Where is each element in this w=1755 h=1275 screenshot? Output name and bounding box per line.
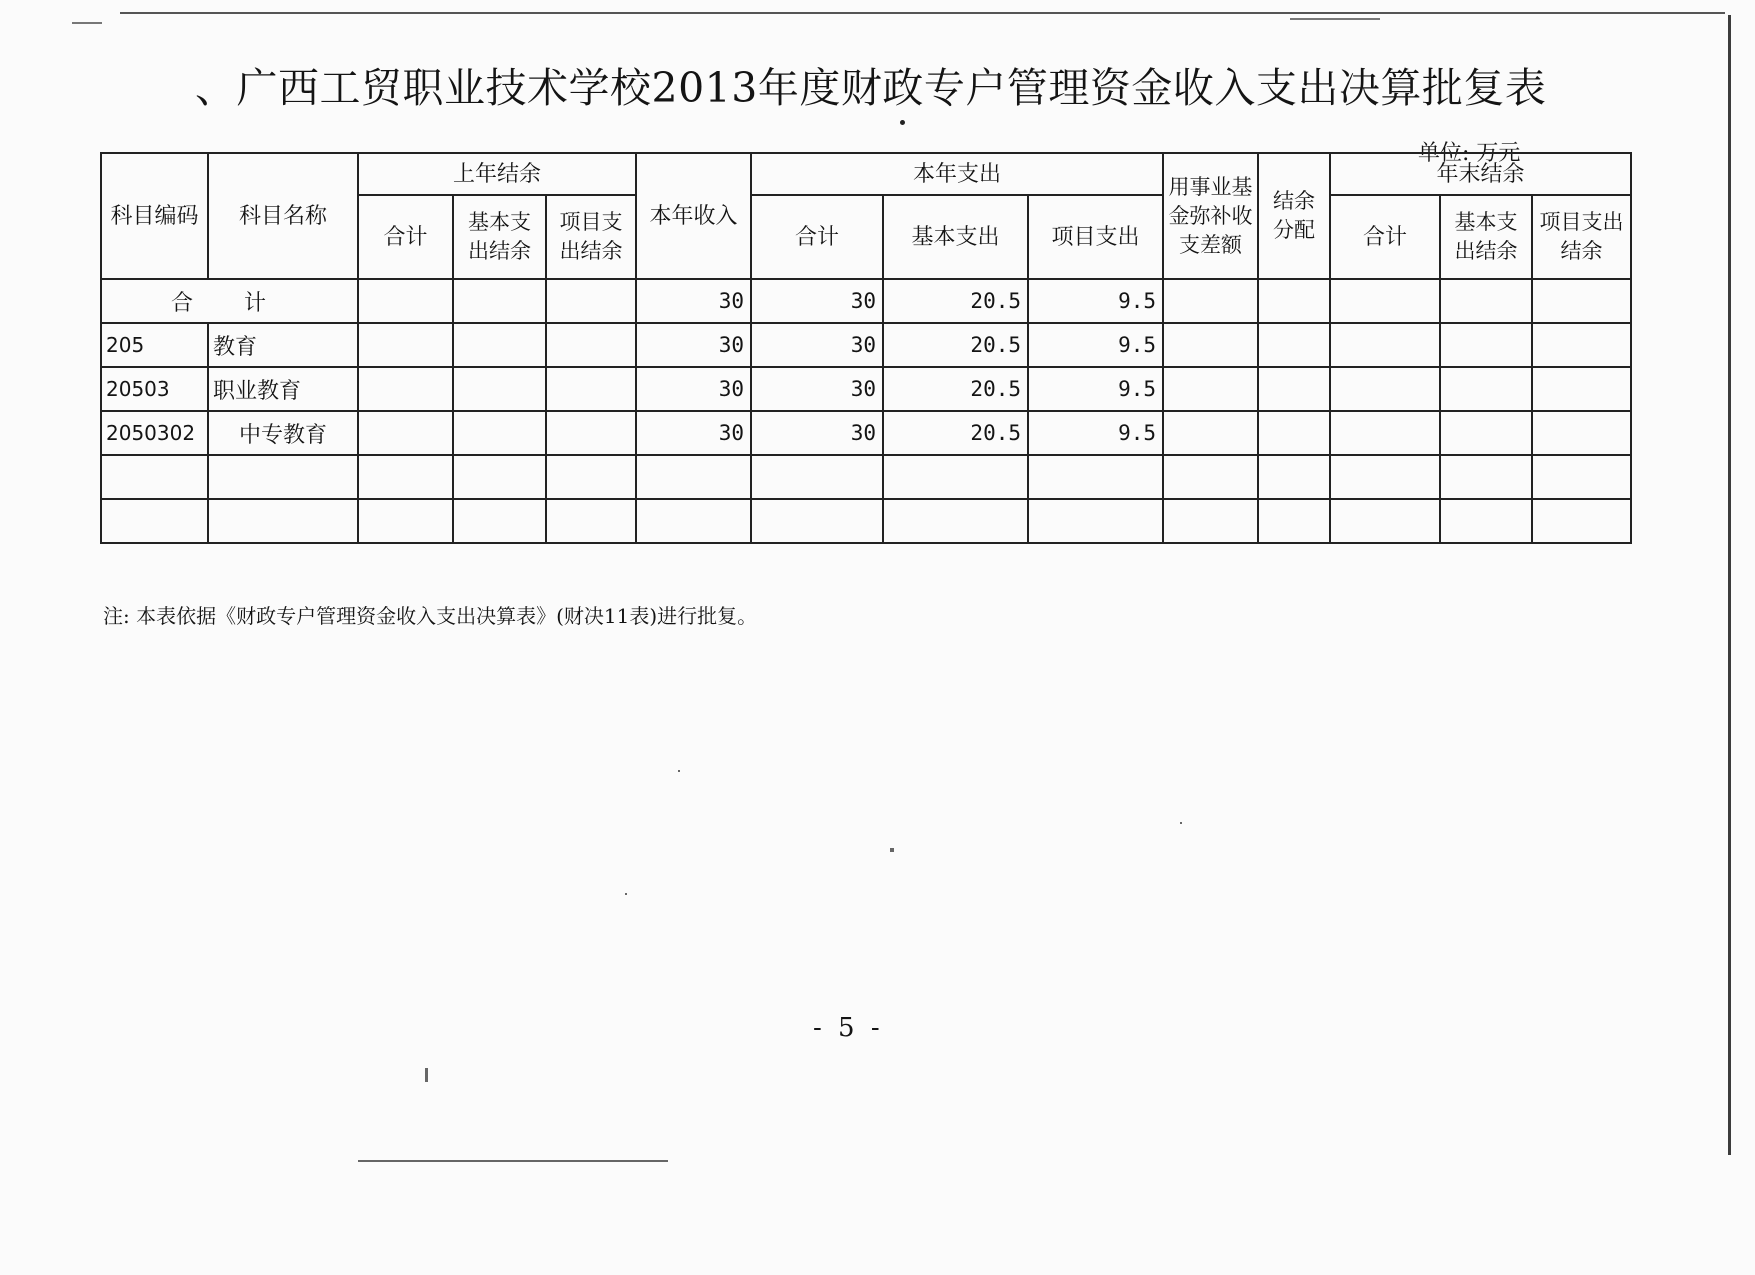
unit-label: 单位: 万元 [1418, 141, 1521, 166]
scan-speck [678, 770, 680, 772]
cell-empty [1258, 279, 1330, 323]
cell-empty [1532, 411, 1631, 455]
header-fund-supplement: 用事业基金弥补收支差额 [1163, 153, 1258, 279]
cell-empty [1163, 367, 1258, 411]
cell-empty [1330, 323, 1440, 367]
cell-empty [1163, 323, 1258, 367]
header-expenditure: 本年支出 [751, 153, 1163, 195]
page-number: - 5 - [813, 1013, 884, 1043]
cell-exp-total: 30 [751, 411, 883, 455]
scan-speck [425, 1068, 428, 1082]
header-row-1 [101, 153, 1631, 195]
cell-empty [358, 323, 453, 367]
cell-empty [546, 279, 636, 323]
header-surplus-distribution: 结余分配 [1258, 153, 1330, 279]
header-income: 本年收入 [636, 153, 751, 279]
cell-income: 30 [636, 411, 751, 455]
header-exp-total: 合计 [751, 195, 883, 279]
table-row-blank [101, 499, 1631, 543]
cell-exp-total: 30 [751, 279, 883, 323]
cell-exp-basic: 20.5 [883, 279, 1028, 323]
cell-empty [1440, 411, 1532, 455]
scan-mark [1290, 18, 1380, 20]
cell-empty [358, 279, 453, 323]
cell-empty [546, 323, 636, 367]
cell-empty [1163, 411, 1258, 455]
cell-name: 职业教育 [208, 367, 358, 411]
cell-exp-total: 30 [751, 323, 883, 367]
title-prefix-mark: 、 [195, 64, 237, 112]
header-prev-balance: 上年结余 [358, 153, 636, 195]
table-row [101, 367, 1631, 411]
cell-code: 205 [101, 323, 208, 367]
header-exp-basic: 基本支出 [883, 195, 1028, 279]
cell-code: 20503 [101, 367, 208, 411]
cell-income: 30 [636, 279, 751, 323]
cell-empty [1330, 411, 1440, 455]
cell-income: 30 [636, 367, 751, 411]
table-row [101, 323, 1631, 367]
cell-exp-basic: 20.5 [883, 367, 1028, 411]
cell-empty [1532, 367, 1631, 411]
table-row [101, 411, 1631, 455]
cell-exp-project: 9.5 [1028, 323, 1163, 367]
cell-empty [1258, 323, 1330, 367]
title-dot [900, 120, 905, 125]
cell-empty [546, 367, 636, 411]
header-subject-code: 科目编码 [101, 153, 208, 279]
cell-empty [453, 367, 546, 411]
cell-exp-project: 9.5 [1028, 411, 1163, 455]
header-year-end-balance: 年末结余 [1330, 153, 1631, 195]
document-title [195, 55, 1545, 114]
cell-exp-basic: 20.5 [883, 411, 1028, 455]
cell-exp-basic: 20.5 [883, 323, 1028, 367]
approval-table [100, 152, 1632, 544]
cell-empty [1532, 323, 1631, 367]
cell-name: 中专教育 [208, 411, 358, 455]
cell-exp-project: 9.5 [1028, 279, 1163, 323]
header-end-basic: 基本支出结余 [1440, 195, 1532, 279]
cell-empty [1440, 367, 1532, 411]
cell-income: 30 [636, 323, 751, 367]
cell-exp-project: 9.5 [1028, 367, 1163, 411]
cell-exp-total: 30 [751, 367, 883, 411]
cell-name: 教育 [208, 323, 358, 367]
scan-border-line [120, 12, 1725, 14]
header-prev-project: 项目支出结余 [546, 195, 636, 279]
cell-code: 2050302 [101, 411, 208, 455]
header-subject-name: 科目名称 [208, 153, 358, 279]
cell-empty [1532, 279, 1631, 323]
cell-empty [1258, 367, 1330, 411]
title-text: 广西工贸职业技术学校2013年度财政专户管理资金收入支出决算批复表 [236, 64, 1547, 112]
cell-empty [1440, 323, 1532, 367]
scan-speck [890, 848, 894, 852]
total-label: 合 计 [101, 279, 358, 323]
scan-page-edge [1728, 15, 1731, 1155]
table-row-blank [101, 455, 1631, 499]
cell-empty [1330, 367, 1440, 411]
cell-empty [358, 367, 453, 411]
cell-empty [1163, 279, 1258, 323]
scan-speck [625, 893, 627, 895]
cell-empty [358, 411, 453, 455]
cell-empty [1330, 279, 1440, 323]
table-note: 注: 本表依据《财政专户管理资金收入支出决算表》(财决11表)进行批复。 [103, 604, 758, 628]
cell-empty [453, 279, 546, 323]
cell-empty [1258, 411, 1330, 455]
header-exp-project: 项目支出 [1028, 195, 1163, 279]
header-end-project: 项目支出结余 [1532, 195, 1631, 279]
header-prev-basic: 基本支出结余 [453, 195, 546, 279]
header-end-total: 合计 [1330, 195, 1440, 279]
scan-bottom-line [358, 1160, 668, 1162]
cell-empty [453, 411, 546, 455]
cell-empty [1440, 279, 1532, 323]
scan-mark [72, 22, 102, 24]
cell-empty [546, 411, 636, 455]
cell-empty [453, 323, 546, 367]
scan-speck [1180, 822, 1182, 824]
table-row-total [101, 279, 1631, 323]
header-prev-total: 合计 [358, 195, 453, 279]
